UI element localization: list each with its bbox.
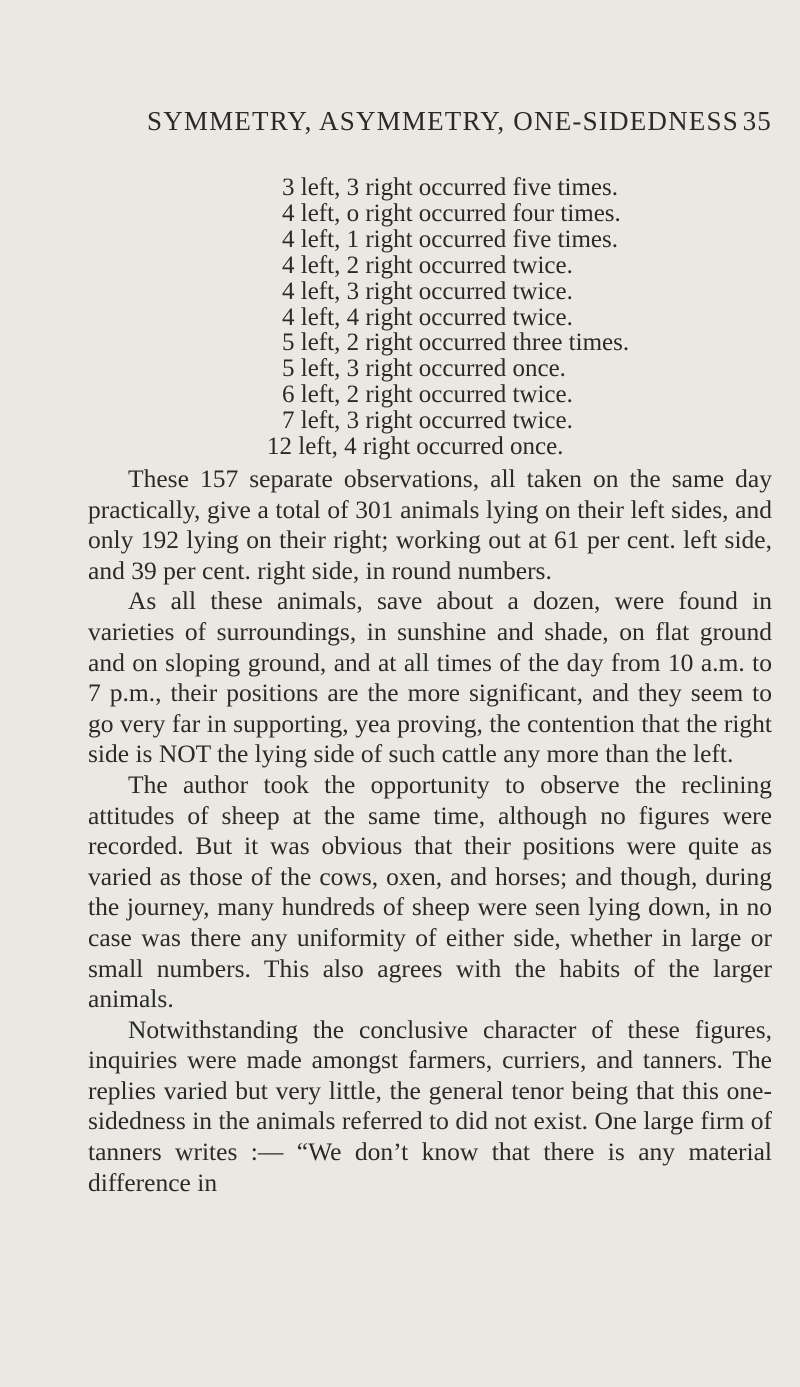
tally-line: 4 left, 1 right occurred five times. bbox=[282, 225, 618, 253]
paragraph: The author took the opportunity to observe the reclining attitudes of sheep at the same time, although no figures were recorded. But it was obvious that their positions were quite as varied as those of the cows, oxen, and horses; and though, during the journey, many hundreds of sheep were seen lying down, in no case was there any uniformity of either side, whether in large or small numbers. This also agrees with the habits of the larger animals. bbox=[88, 769, 772, 1014]
running-head-title: SYMMETRY, ASYMMETRY, ONE-SIDEDNESS bbox=[147, 106, 739, 136]
paragraph: These 157 separate observations, all taken on the same day practically, give a total of 301 animals lying on their left sides, and only 192 lying on their right; working out at 61 per cent. left side, and 39 per cent. right side, in round numbers. bbox=[88, 464, 772, 585]
observation-tally-list bbox=[267, 174, 702, 461]
tally-line: 4 left, 3 right occurred twice. bbox=[282, 277, 573, 305]
paragraph: As all these animals, save about a dozen, were found in varieties of surroundings, in sunshine and shade, on flat ground and on sloping ground, and at all times of the day from 10 a.m. to 7 p.m., their positions are the more significant, and they seem to go very far in supporting, yea proving, the contention that the right side is NOT the lying side of such cattle any more than the left. bbox=[88, 586, 772, 769]
running-head bbox=[147, 100, 772, 142]
tally-line: 3 left, 3 right occurred five times. bbox=[282, 174, 618, 201]
paragraph: Notwithstanding the conclusive character of these figures, inquiries were made amongst farmers, curriers, and tanners. The replies varied but very little, the general tenor being that this one-sidedness in the animals referred to did not exist. One large firm of tanners writes :— “We don’t know that there is any material difference in bbox=[88, 1014, 772, 1197]
tally-line: 12 left, 4 right occurred once. bbox=[267, 433, 564, 461]
tally-line: 7 left, 3 right occurred twice. bbox=[282, 407, 573, 435]
page-number: 35 bbox=[742, 106, 772, 136]
tally-line: 5 left, 2 right occurred three times. bbox=[282, 329, 630, 357]
tally-line: 4 left, 4 right occurred twice. bbox=[282, 303, 573, 331]
tally-line: 5 left, 3 right occurred once. bbox=[282, 355, 566, 383]
tally-line: 4 left, o right occurred four times. bbox=[282, 199, 621, 227]
body-text bbox=[88, 464, 772, 1198]
tally-line: 6 left, 2 right occurred twice. bbox=[282, 381, 573, 409]
tally-line: 4 left, 2 right occurred twice. bbox=[282, 251, 573, 279]
